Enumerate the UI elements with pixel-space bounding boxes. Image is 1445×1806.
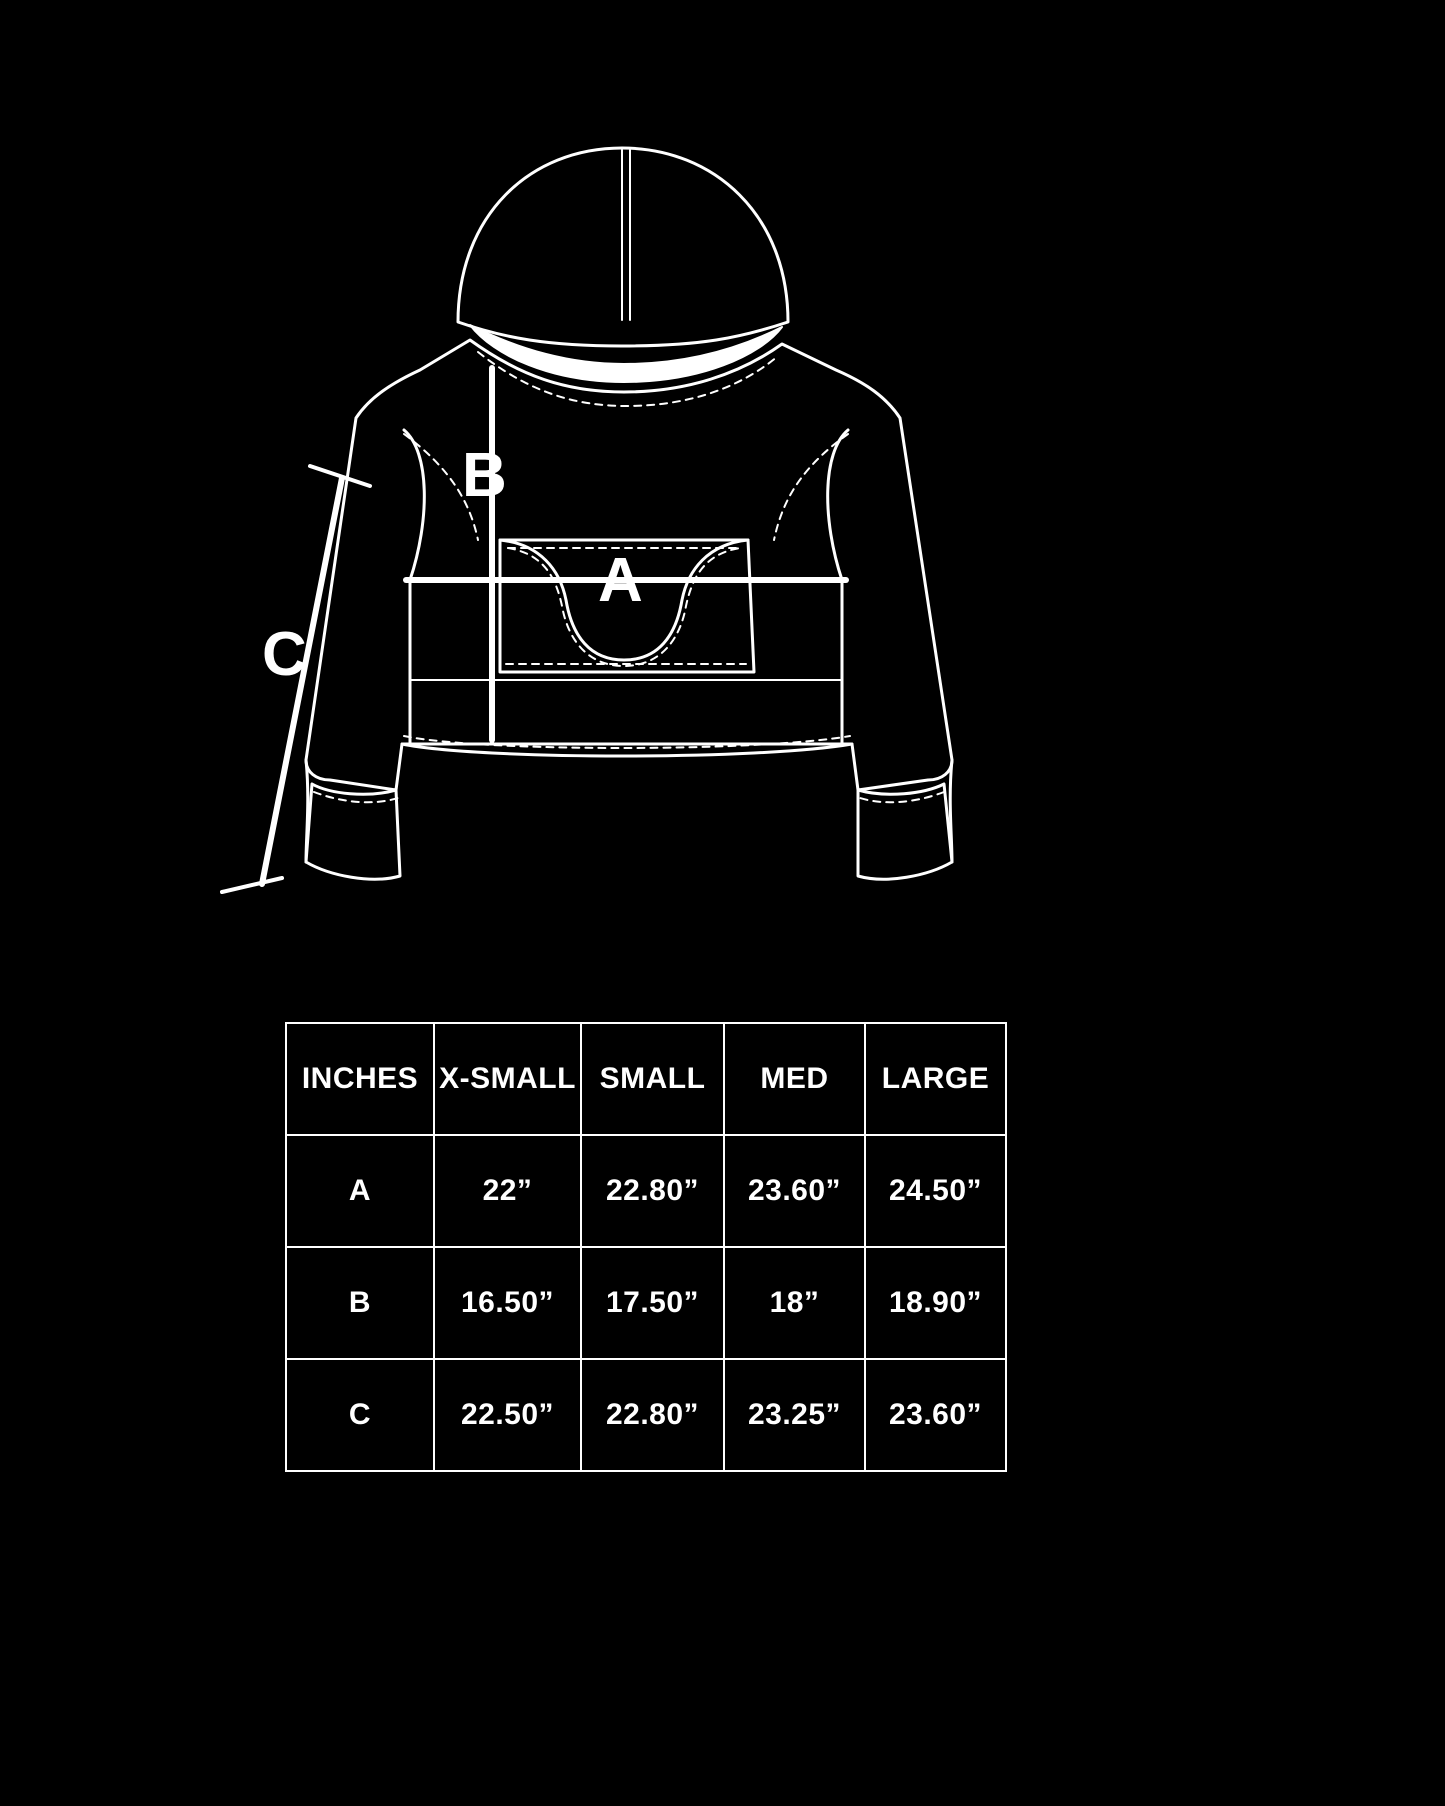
cell-c-med: 23.25”: [724, 1359, 865, 1471]
hood-lining: [470, 325, 782, 382]
cell-a-small: 22.80”: [581, 1135, 724, 1247]
column-header-inches: INCHES: [286, 1023, 434, 1135]
cell-c-small: 22.80”: [581, 1359, 724, 1471]
column-header-small: SMALL: [581, 1023, 724, 1135]
cell-b-large: 18.90”: [865, 1247, 1006, 1359]
left-cuff: [306, 784, 400, 879]
row-label-a: A: [286, 1135, 434, 1247]
right-cuff: [858, 784, 952, 879]
column-header-x-small: X-SMALL: [434, 1023, 581, 1135]
table-row: [286, 1359, 1006, 1471]
cell-b-med: 18”: [724, 1247, 865, 1359]
cell-a-med: 23.60”: [724, 1135, 865, 1247]
table-row: [286, 1135, 1006, 1247]
size-table: [285, 1022, 1007, 1472]
cell-c-large: 23.60”: [865, 1359, 1006, 1471]
cell-b-x-small: 16.50”: [434, 1247, 581, 1359]
column-header-med: MED: [724, 1023, 865, 1135]
cell-a-x-small: 22”: [434, 1135, 581, 1247]
row-label-b: B: [286, 1247, 434, 1359]
cell-b-small: 17.50”: [581, 1247, 724, 1359]
size-chart: [285, 1022, 1005, 1472]
cell-c-x-small: 22.50”: [434, 1359, 581, 1471]
column-header-large: LARGE: [865, 1023, 1006, 1135]
measure-label-b: B: [462, 441, 507, 510]
measure-label-a: A: [598, 546, 643, 615]
measure-label-c: C: [262, 620, 307, 689]
table-row: [286, 1247, 1006, 1359]
cell-a-large: 24.50”: [865, 1135, 1006, 1247]
measure-tick-c-bottom: [222, 878, 282, 892]
table-header-row: [286, 1023, 1006, 1135]
row-label-c: C: [286, 1359, 434, 1471]
